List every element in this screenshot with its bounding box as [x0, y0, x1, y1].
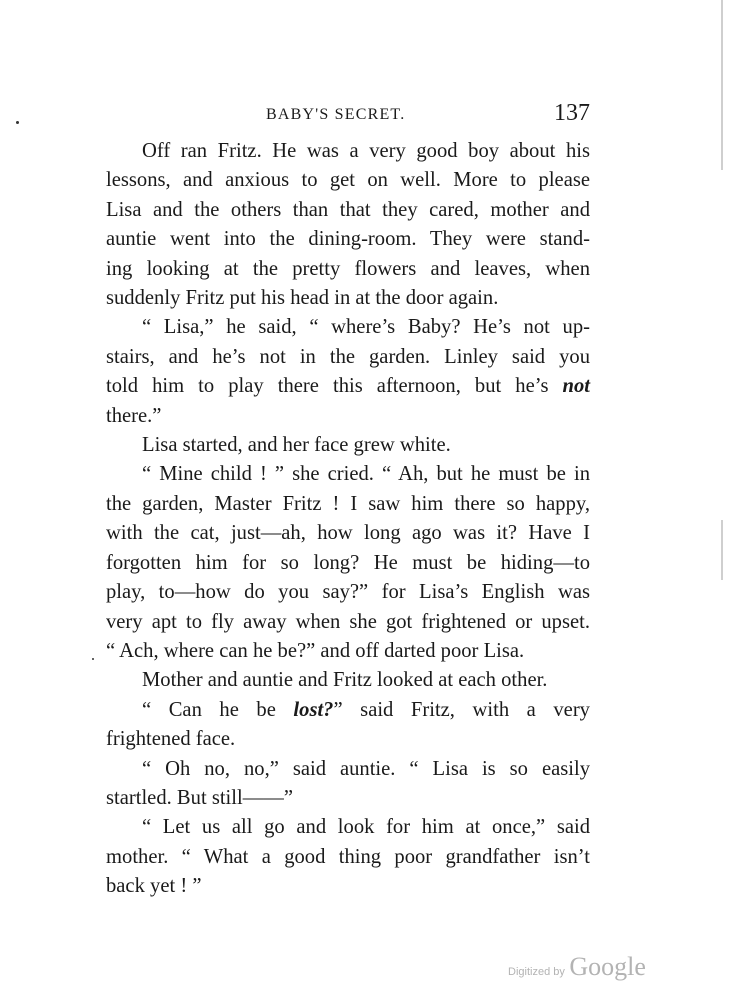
text-line: lessons, and anxious to get on well. More to please [106, 169, 590, 192]
text-line: “ Oh no, no,” said auntie. “ Lisa is so easily [142, 757, 590, 780]
text-line: stairs, and he’s not in the garden. Linley said you [106, 345, 590, 368]
text-line: forgotten him for so long? He must be hiding—to [106, 551, 590, 574]
text-line: “ Mine child ! ” she cried. “ Ah, but he must be in [142, 463, 590, 486]
running-head: BABY'S SECRET. [266, 106, 406, 123]
watermark-prefix: Digitized by [508, 966, 565, 978]
line-text: “ Can he be [142, 698, 294, 721]
text-line: Lisa started, and her face grew white. [142, 434, 451, 457]
text-line: there.” [106, 404, 162, 427]
google-logo: Google [569, 952, 646, 981]
text-line: auntie went into the dining-room. They were stand- [106, 228, 590, 251]
line-text: ” said Fritz, with a very [333, 698, 590, 721]
emphasis: lost? [293, 698, 334, 721]
scan-edge-mark [721, 520, 723, 580]
text-line: with the cat, just—ah, how long ago was it? Have I [106, 522, 590, 545]
text-line: Lisa and the others than that they cared, mother and [106, 198, 590, 221]
body-text [106, 137, 590, 902]
text-line: Mother and auntie and Fritz looked at each other. [142, 669, 548, 692]
text-line: “ Let us all go and look for him at once,” said [142, 816, 590, 839]
text-line: suddenly Fritz put his head in at the door again. [106, 287, 499, 310]
line-text: told him to play there this afternoon, but he’s [106, 375, 563, 398]
page-number: 137 [554, 100, 590, 126]
text-line: mother. “ What a good thing poor grandfather isn’t [106, 845, 590, 868]
text-line: play, to—how do you say?” for Lisa’s English was [106, 581, 590, 604]
digitized-watermark [508, 952, 646, 982]
text-line [106, 696, 590, 725]
scan-speck [16, 121, 19, 124]
text-line [106, 372, 590, 401]
text-line: Off ran Fritz. He was a very good boy about his [142, 140, 590, 162]
text-line: the garden, Master Fritz ! I saw him there so happy, [106, 492, 590, 515]
emphasis: not [562, 375, 590, 398]
text-line: very apt to fly away when she got frightened or upset. [106, 610, 590, 633]
text-line: “ Lisa,” he said, “ where’s Baby? He’s not up- [142, 316, 590, 339]
scan-edge-mark [721, 0, 723, 170]
text-line: back yet ! ” [106, 875, 202, 898]
text-line: “ Ach, where can he be?” and off darted poor Lisa. [106, 639, 525, 662]
text-line: ing looking at the pretty flowers and leaves, when [106, 257, 590, 280]
text-line: startled. But still——” [106, 786, 294, 809]
page-header [106, 100, 590, 130]
text-line: frightened face. [106, 728, 236, 751]
scan-speck [92, 658, 94, 660]
